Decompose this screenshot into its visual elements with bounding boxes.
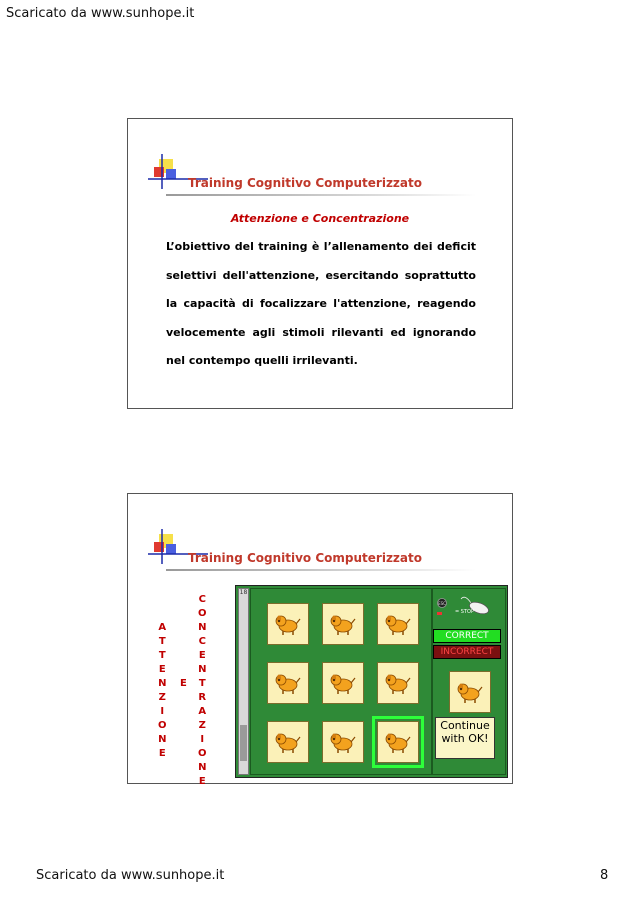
concentrazione-letter: O (198, 608, 207, 619)
dog-icon (273, 671, 303, 695)
stimulus-tile[interactable] (267, 603, 309, 645)
concentrazione-letter: N (198, 664, 207, 675)
title-divider (166, 194, 476, 196)
stimulus-tile[interactable] (322, 662, 364, 704)
concentrazione-letter: E (198, 650, 206, 661)
incorrect-button[interactable]: INCORRECT (433, 645, 501, 659)
attenzione-letter: T (158, 650, 166, 661)
concentrazione-letter: C (198, 594, 206, 605)
concentrazione-letter: O (198, 748, 207, 759)
stimulus-tile[interactable] (377, 603, 419, 645)
concentrazione-letter: A (198, 706, 207, 717)
stimulus-tile[interactable] (267, 662, 309, 704)
stimulus-tile[interactable] (377, 721, 419, 763)
stimulus-tile[interactable] (377, 662, 419, 704)
dog-icon (328, 671, 358, 695)
slide-1 (127, 118, 513, 409)
attenzione-letter: T (158, 636, 166, 647)
concentrazione-letter: Z (198, 720, 206, 731)
attenzione-letter: N (158, 678, 167, 689)
mouse-stop-icon (435, 595, 499, 619)
concentrazione-letter: I (200, 734, 205, 745)
header-source: Scaricato da www.sunhope.it (6, 6, 195, 21)
scroll-thumb[interactable] (240, 725, 247, 761)
slide-body: L’obiettivo del training è l’allenamento dei deficit selettivi dell'attenzione, esercitando soprattutto la capacità di focalizzare l'attenzione, reagendo velocemente agli stimoli rilevanti ed ignorando nel contempo quelli irrilevanti. (166, 240, 476, 367)
game-screen (235, 585, 508, 778)
concentrazione-letter: N (198, 622, 207, 633)
conjunction-e: E (180, 678, 187, 689)
concentrazione-letter: C (198, 636, 206, 647)
dog-icon (383, 671, 413, 695)
continue-button[interactable]: Continue with OK! (435, 717, 495, 759)
correct-button[interactable]: CORRECT (433, 629, 501, 643)
slide-2 (127, 493, 513, 787)
dog-icon (383, 612, 413, 636)
slide-title: Training Cognitivo Computerizzato (188, 176, 422, 190)
stimulus-tile[interactable] (267, 721, 309, 763)
page-number: 8 (600, 868, 609, 883)
stop-label: = STOP (455, 609, 474, 615)
footer-source: Scaricato da www.sunhope.it (36, 868, 225, 883)
dog-icon (273, 612, 303, 636)
stimulus-tile[interactable] (322, 721, 364, 763)
stimulus-tile[interactable] (322, 603, 364, 645)
attenzione-letter: Z (158, 692, 166, 703)
dog-icon (455, 680, 485, 704)
stimulus-grid (250, 588, 432, 775)
vertical-scrollbar[interactable] (238, 588, 249, 775)
attenzione-letter: O (158, 720, 167, 731)
svg-text:ESC: ESC (438, 601, 446, 606)
dog-icon (328, 730, 358, 754)
concentrazione-letter: E (198, 776, 206, 787)
dog-icon (273, 730, 303, 754)
vertical-word-attenzione (158, 621, 167, 761)
vertical-word-concentrazione (198, 593, 207, 789)
response-panel (432, 588, 506, 775)
attenzione-letter: N (158, 734, 167, 745)
slide-title: Training Cognitivo Computerizzato (188, 551, 422, 565)
attenzione-letter: E (158, 664, 166, 675)
slide-subtitle: Attenzione e Concentrazione (230, 212, 410, 225)
concentrazione-letter: R (198, 692, 207, 703)
scroll-value: 18 (239, 589, 248, 596)
dog-icon (328, 612, 358, 636)
attenzione-letter: E (158, 748, 166, 759)
attenzione-letter: I (160, 706, 165, 717)
title-divider (166, 569, 476, 571)
dog-icon (383, 730, 413, 754)
concentrazione-letter: N (198, 762, 207, 773)
concentrazione-letter: T (198, 678, 206, 689)
sample-stimulus (449, 671, 491, 713)
attenzione-letter: A (158, 622, 167, 633)
